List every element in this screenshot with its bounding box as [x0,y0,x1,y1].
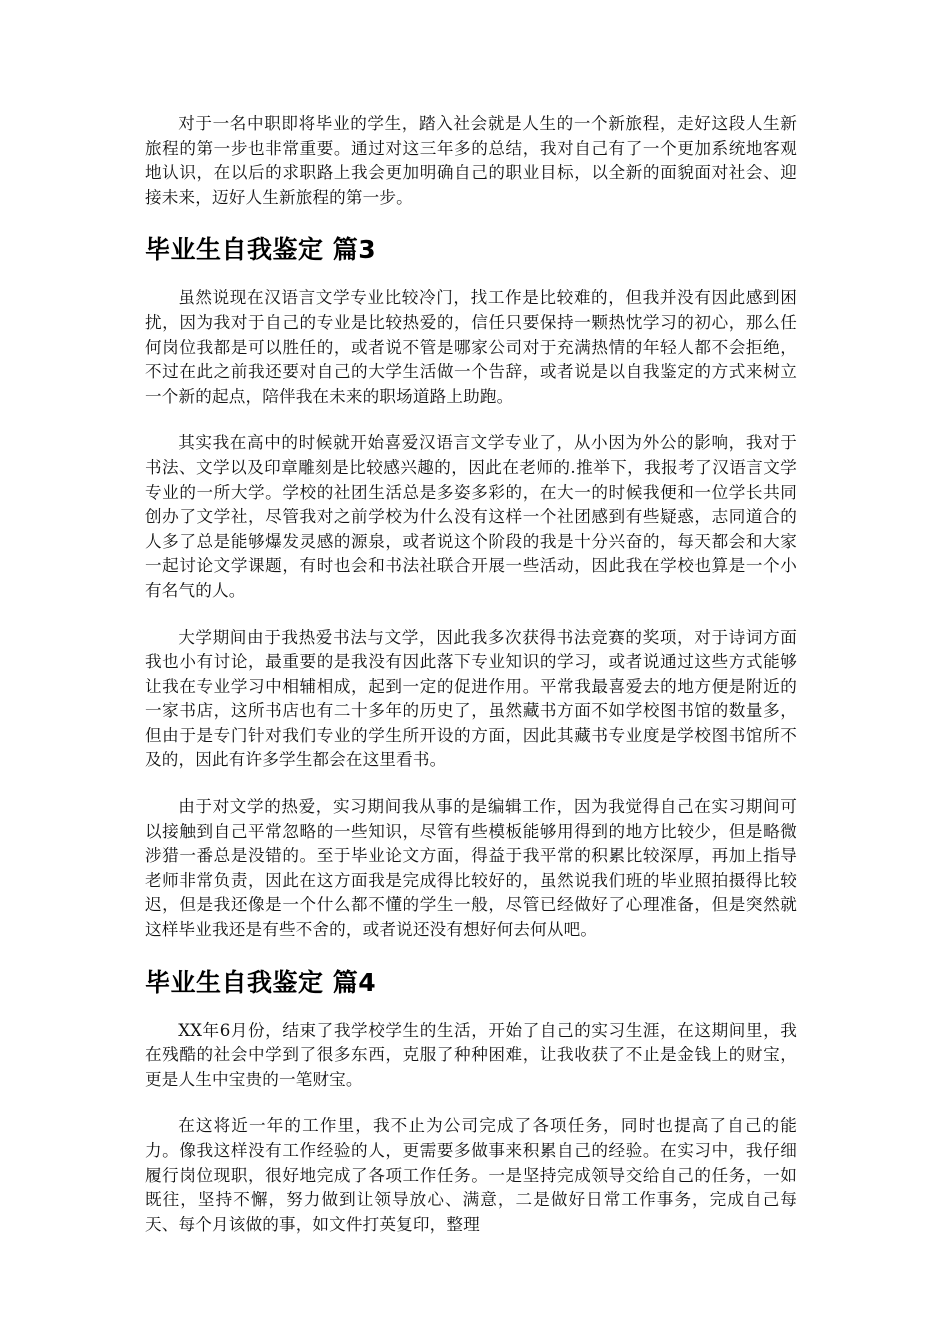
section-4-paragraph: XX年6月份，结束了我学校学生的生活，开始了自己的实习生涯，在这期间里，我在残酷的社会中学到了很多东西，克服了种种困难，让我收获了不止是金钱上的财宝，更是人生中宝贵的一笔财宝。 [145,1020,797,1089]
intro-paragraph: 对于一名中职即将毕业的学生，踏入社会就是人生的一个新旅程，走好这段人生新旅程的第一步也非常重要。通过对这三年多的总结，我对自己有了一个更加系统地客观地认识，在以后的求职路上我会更加明确自己的职业目标，以全新的面貌面对社会、迎接未来，迈好人生新旅程的第一步。 [145,114,797,207]
section-3-paragraph: 大学期间由于我热爱书法与文学，因此我多次获得书法竞赛的奖项，对于诗词方面我也小有讨论，最重要的是我没有因此落下专业知识的学习，或者说通过这些方式能够让我在专业学习中相辅相成，起到一定的促进作用。平常我最喜爱去的地方便是附近的一家书店，这所书店也有二十多年的历史了，虽然藏书方面不如学校图书馆的数量多，但由于是专门针对我们专业的学生所开设的方面，因此其藏书专业度是学校图书馆所不及的，因此有许多学生都会在这里看书。 [145,627,797,770]
section-3-heading: 毕业生自我鉴定 篇3 [145,235,377,265]
section-4-paragraph: 在这将近一年的工作里，我不止为公司完成了各项任务，同时也提高了自己的能力。像我这样没有工作经验的人，更需要多做事来积累自己的经验。在实习中，我仔细履行岗位现职，很好地完成了各项工作任务。一是坚持完成领导交给自己的任务，一如既往，坚持不懈，努力做到让领导放心、满意，二是做好日常工作事务，完成自己每天、每个月该做的事，如文件打英复印，整理 [145,1116,797,1234]
document-page [145,112,797,1259]
section-3-paragraph: 其实我在高中的时候就开始喜爱汉语言文学专业了，从小因为外公的影响，我对于书法、文学以及印章雕刻是比较感兴趣的，因此在老师的.推举下，我报考了汉语言文学专业的一所大学。学校的社团生活总是多姿多彩的，在大一的时候我便和一位学长共同创办了文学社，尽管我对之前学校为什么没有这样一个社团感到有些疑惑，志同道合的人多了总是能够爆发灵感的源泉，或者说这个阶段的我是十分兴奋的，每天都会和大家一起讨论文学课题，有时也会和书法社联合开展一些活动，因此我在学校也算是一个小有名气的人。 [145,433,797,600]
section-3-paragraph: 虽然说现在汉语言文学专业比较冷门，找工作是比较难的，但我并没有因此感到困扰，因为我对于自己的专业是比较热爱的，信任只要保持一颗热忱学习的初心，那么任何岗位我都是可以胜任的，或者说不管是哪家公司对于充满热情的年轻人都不会拒绝，不过在此之前我还要对自己的大学生活做一个告辞，或者说是以自我鉴定的方式来树立一个新的起点，陪伴我在未来的职场道路上助跑。 [145,288,797,406]
section-4-heading: 毕业生自我鉴定 篇4 [145,967,377,997]
section-3-paragraph: 由于对文学的热爱，实习期间我从事的是编辑工作，因为我觉得自己在实习期间可以接触到自己平常忽略的一些知识，尽管有些模板能够用得到的地方比较少，但是略微涉猎一番总是没错的。至于毕业论文方面，得益于我平常的积累比较深厚，再加上指导老师非常负责，因此在这方面我是完成得比较好的，虽然说我们班的毕业照拍摄得比较迟，但是我还像是一个什么都不懂的学生一般，尽管已经做好了心理准备，但是突然就这样毕业我还是有些不舍的，或者说还没有想好何去何从吧。 [145,797,797,940]
